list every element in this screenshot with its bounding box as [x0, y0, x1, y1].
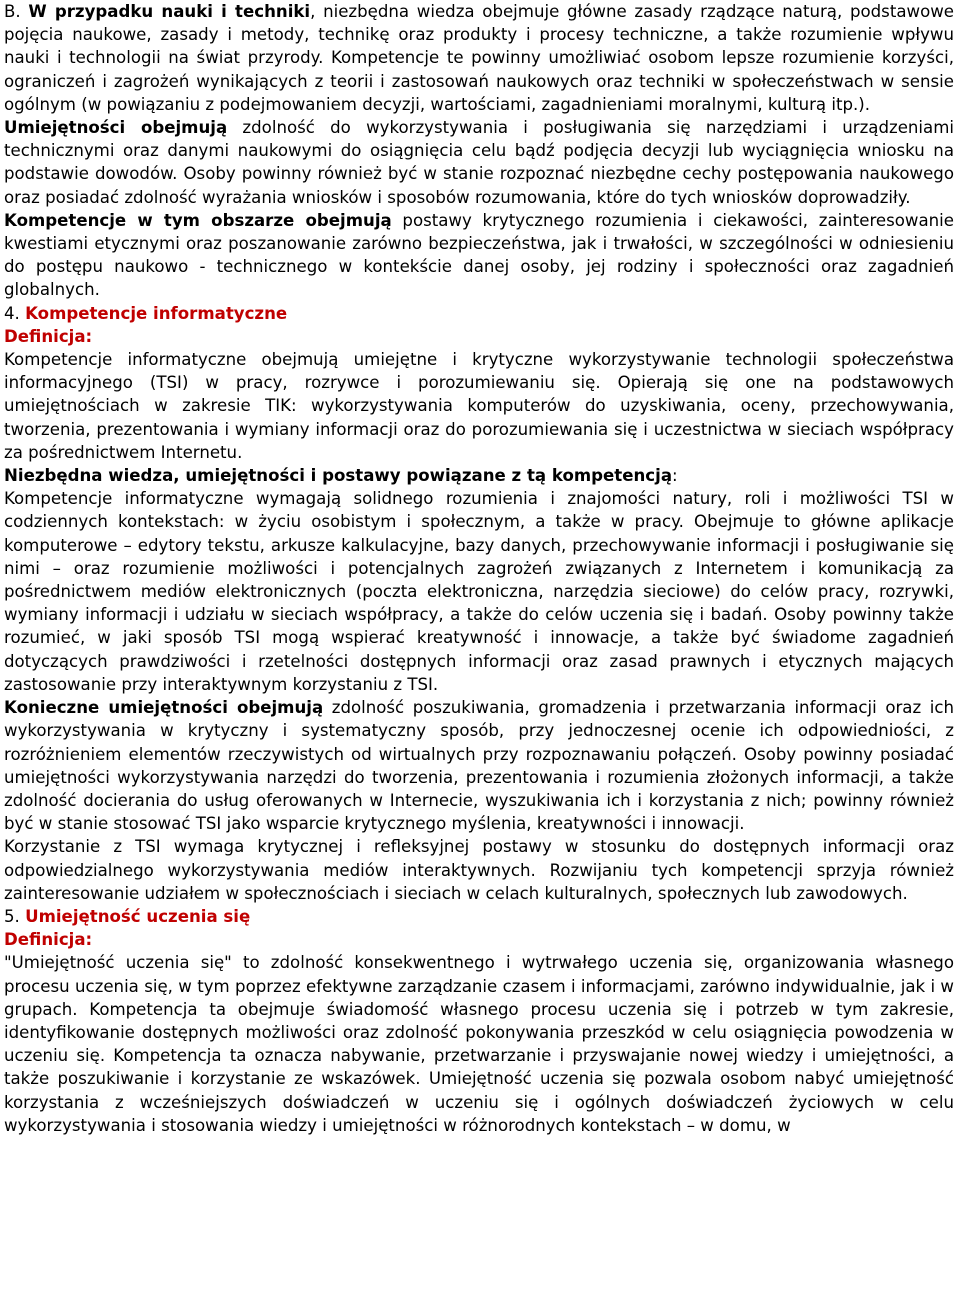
paragraph-ict-knowledge: [4, 487, 954, 696]
subheading-text: Niezbędna wiedza, umiejętności i postawy powiązane z tą kompetencją: [4, 466, 673, 486]
paragraph-prefix: B.: [4, 2, 29, 21]
paragraph-lead: Umiejętności obejmują: [4, 118, 228, 138]
definition-label: [4, 325, 954, 348]
section-title: Kompetencje informatyczne: [25, 303, 288, 323]
paragraph-text: Kompetencje informatyczne wymagają solidnego rozumienia i znajomości natury, roli i możliwości TSI w codziennych kontekstach: w życiu osobistym i społecznym, a także w pracy. Obejmuje to główne aplikacje komputerowe – edytory tekstu, arkusze kalkulacyjne, bazy danych, przechowywanie informacji i posługiwanie się nimi – oraz rozumienie możliwości i potencjalnych zagrożeń związanych z Internetem i komunikacją za pośrednictwem mediów elektronicznych (poczta elektroniczna, narzędzia sieciowe) do celów pracy, rozrywki, wymiany informacji i udziału w sieciach współpracy, a także do celów uczenia się i badań. Osoby powinny także rozumieć, w jaki sposób TSI mogą wspierać kreatywność i innowacje, a także być świadome zagadnień dotyczących prawdziwości i rzetelności dostępnych informacji oraz zasad prawnych i etycznych mających zastosowanie przy interaktywnym korzystaniu z TSI.: [4, 489, 954, 694]
section-number: 4.: [4, 303, 26, 323]
definition-label-text: Definicja:: [4, 326, 93, 346]
subheading-knowledge-skills: [4, 464, 954, 487]
paragraph-learning-definition: [4, 951, 954, 1137]
section-heading-5: [4, 905, 954, 928]
definition-label: [4, 928, 954, 951]
paragraph-lead: Kompetencje w tym obszarze obejmują: [4, 210, 392, 230]
section-number: 5.: [4, 906, 26, 926]
paragraph-text: zdolność poszukiwania, gromadzenia i przetwarzania informacji oraz ich wykorzystywania w krytyczny i systematyczny sposób, przy jednoczesnej ocenie ich odpowiedniości, z rozróżnieniem elementów rzeczywistych od wirtualnych przy rozpoznawaniu połączeń. Osoby powinny posiadać umiejętności wykorzystywania narzędzi do tworzenia, prezentowania i rozumienia złożonych informacji, a także zdolność docierania do usług oferowanych w Internecie, wyszukiwania ich i korzystania z nich; powinny również być w stanie stosować TSI jako wsparcie krytycznego myślenia, kreatywności i innowacji.: [4, 698, 954, 834]
paragraph-lead: Konieczne umiejętności obejmują: [4, 698, 324, 718]
paragraph-text: "Umiejętność uczenia się" to zdolność konsekwentnego i wytrwałego uczenia się, organizowania własnego procesu uczenia się, w tym poprzez efektywne zarządzanie czasem i informacjami, zarówno indywidualnie, jak i w grupach. Kompetencja ta obejmuje świadomość własnego procesu uczenia się i potrzeb w tym zakresie, identyfikowanie dostępnych możliwości oraz zdolność pokonywania przeszkód w celu osiągnięcia powodzenia w uczeniu się. Kompetencja ta oznacza nabywanie, przetwarzanie i przyswajanie nowej wiedzy i umiejętności, a także poszukiwanie i korzystanie ze wskazówek. Umiejętność uczenia się pozwala osobom nabyć umiejętność korzystania z wcześniejszych doświadczeń w uczeniu się i ogólnych doświadczeń życiowych w celu wykorzystywania i stosowania wiedzy i umiejętności w różnorodnych kontekstach – w domu, w: [4, 953, 954, 1135]
paragraph-ict-skills: [4, 696, 954, 835]
paragraph-text: Kompetencje informatyczne obejmują umiejętne i krytyczne wykorzystywanie technologii społeczeństwa informacyjnego (TSI) w pracy, rozrywce i porozumiewaniu się. Opierają się one na podstawowych umiejętnościach w zakresie TIK: wykorzystywania komputerów do uzyskiwania, oceny, przechowywania, tworzenia, prezentowania i wymiany informacji oraz do porozumiewania się i uczestnictwa w sieciach współpracy za pośrednictwem Internetu.: [4, 350, 954, 462]
paragraph-science-skills: [4, 116, 954, 209]
section-heading-4: [4, 302, 954, 325]
section-title: Umiejętność uczenia się: [25, 906, 251, 926]
paragraph-science-attitudes: [4, 209, 954, 302]
paragraph-text: Korzystanie z TSI wymaga krytycznej i refleksyjnej postawy w stosunku do dostępnych informacji oraz odpowiedzialnego wykorzystywania mediów interaktywnych. Rozwijaniu tych kompetencji sprzyja również zainteresowanie udziałem w społecznościach i sieciach w celach kulturalnych, społecznych lub zawodowych.: [4, 837, 954, 903]
paragraph-text: postawy krytycznego rozumienia i ciekawości, zainteresowanie kwestiami etycznymi oraz poszanowanie zarówno bezpieczeństwa, jak i trwałości, w szczególności w odniesieniu do postępu naukowo - technicznego w kontekście danej osoby, jej rodziny i społeczności oraz zagadnień globalnych.: [4, 210, 954, 300]
paragraph-text: zdolność do wykorzystywania i posługiwania się narzędziami i urządzeniami technicznymi oraz danymi naukowymi do osiągnięcia celu bądź podjęcia decyzji lub wyciągnięcia wniosku na podstawie dowodów. Osoby powinny również być w stanie rozpoznać niezbędne cechy postępowania naukowego oraz posiadać zdolność wyrażania wniosków i sposobów rozumowania, które do tych wniosków doprowadziły.: [4, 118, 954, 207]
paragraph-ict-definition: [4, 348, 954, 464]
subheading-colon: :: [672, 466, 678, 486]
paragraph-science-knowledge: [4, 0, 954, 116]
paragraph-text: , niezbędna wiedza obejmuje główne zasady rządzące naturą, podstawowe pojęcia naukowe, zasady i metody, technikę oraz produkty i procesy techniczne, a także rozumienie wpływu nauki i technologii na świat przyrody. Kompetencje te powinny umożliwiać osobom lepsze rozumienie korzyści, ograniczeń i zagrożeń wynikających z teorii i zastosowań naukowych oraz techniki w społeczeństwach w sensie ogólnym (w powiązaniu z podejmowaniem decyzji, wartościami, zagadnieniami moralnymi, kulturą itp.).: [4, 2, 954, 114]
paragraph-lead: W przypadku nauki i techniki: [28, 2, 311, 21]
definition-label-text: Definicja:: [4, 930, 93, 950]
paragraph-ict-attitudes: [4, 835, 954, 905]
